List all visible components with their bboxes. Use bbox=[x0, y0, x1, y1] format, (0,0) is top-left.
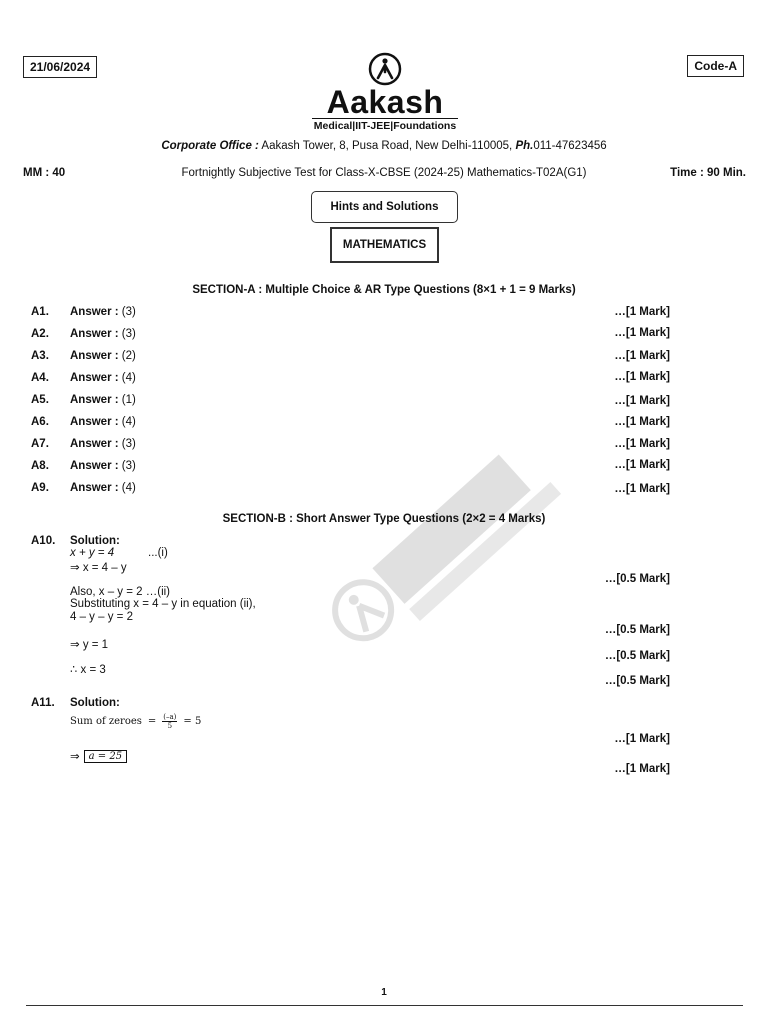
equation-line: 4 – y – y = 2 bbox=[70, 611, 133, 623]
equation-line: x + y = 4 bbox=[70, 547, 115, 559]
equation-line: Substituting x = 4 – y in equation (ii), bbox=[70, 598, 256, 610]
sum-of-zeroes-equation: Sum of zeroes = $\frac{(-a)}{5}$ = 5 bbox=[70, 713, 202, 730]
answer-line: Answer : (3) bbox=[70, 306, 136, 318]
mark-label: …[1 Mark] bbox=[614, 459, 670, 471]
equation-text: Sum of zeroes bbox=[70, 716, 142, 727]
page-number: 1 bbox=[381, 987, 387, 998]
aakash-logo bbox=[310, 52, 460, 132]
question-number: A7. bbox=[31, 438, 49, 450]
aakash-watermark bbox=[280, 430, 580, 670]
mark-label: …[1 Mark] bbox=[614, 371, 670, 383]
code-box: Code-A bbox=[687, 55, 744, 77]
section-b-title: SECTION-B : Short Answer Type Questions (2×2 = 4 Marks) bbox=[222, 513, 546, 525]
hints-and-solutions-box: Hints and Solutions bbox=[311, 191, 458, 223]
equation-line: ⇒ x = 4 – y bbox=[70, 562, 127, 574]
logo-wordmark: Aakash bbox=[326, 84, 444, 120]
logo-tagline: Medical|IIT-JEE|Foundations bbox=[313, 120, 457, 132]
mark-label: …[1 Mark] bbox=[614, 416, 670, 428]
question-number: A1. bbox=[31, 306, 49, 318]
corporate-label: Corporate Office : bbox=[161, 140, 259, 152]
mark-label: …[1 Mark] bbox=[614, 395, 670, 407]
mark-label: …[1 Mark] bbox=[614, 350, 670, 362]
answer-line: Answer : (2) bbox=[70, 350, 136, 362]
final-answer-line bbox=[70, 749, 127, 763]
answer-line: Answer : (3) bbox=[70, 328, 136, 340]
subject-box: MATHEMATICS bbox=[330, 227, 439, 263]
answer-line: Answer : (3) bbox=[70, 460, 136, 472]
question-number: A8. bbox=[31, 460, 49, 472]
mark-label: …[0.5 Mark] bbox=[604, 624, 670, 636]
corporate-address: Aakash Tower, 8, Pusa Road, New Delhi-110005, bbox=[258, 140, 516, 152]
question-number: A2. bbox=[31, 328, 49, 340]
mark-label: …[1 Mark] bbox=[614, 306, 670, 318]
answer-line: Answer : (1) bbox=[70, 394, 136, 406]
section-a-title: SECTION-A : Multiple Choice & AR Type Questions (8×1 + 1 = 9 Marks) bbox=[192, 284, 576, 296]
mark-label: …[1 Mark] bbox=[614, 327, 670, 339]
mark-label: …[1 Mark] bbox=[614, 483, 670, 495]
time-allowed: Time : 90 Min. bbox=[670, 167, 746, 179]
mark-label: …[1 Mark] bbox=[614, 763, 670, 775]
equation-line: ∴ x = 3 bbox=[70, 664, 106, 676]
solution-label: Solution: bbox=[70, 697, 120, 709]
equation-line: ⇒ y = 1 bbox=[70, 639, 109, 651]
boxed-answer: a = 25 bbox=[84, 750, 127, 763]
aakash-emblem-icon bbox=[366, 52, 404, 86]
phone-label: Ph. bbox=[515, 140, 534, 152]
fraction bbox=[162, 713, 177, 730]
answer-line: Answer : (4) bbox=[70, 372, 136, 384]
question-number: A4. bbox=[31, 372, 49, 384]
equation-tag: ...(i) bbox=[148, 547, 168, 559]
question-number: A3. bbox=[31, 350, 49, 362]
mark-label: …[0.5 Mark] bbox=[604, 573, 670, 585]
footer-divider bbox=[26, 1005, 743, 1006]
fraction-denominator: 5 bbox=[167, 722, 173, 730]
equation-result: = 5 bbox=[183, 716, 202, 727]
phone-number: 011-47623456 bbox=[533, 140, 607, 152]
solution-label: Solution: bbox=[70, 535, 120, 547]
test-title: Fortnightly Subjective Test for Class-X-CBSE (2024-25) Mathematics-T02A(G1) bbox=[181, 167, 587, 179]
question-number-a11: A11. bbox=[31, 697, 55, 709]
answer-line: Answer : (3) bbox=[70, 438, 136, 450]
mark-label: …[1 Mark] bbox=[614, 733, 670, 745]
mark-label: …[1 Mark] bbox=[614, 438, 670, 450]
mark-label: …[0.5 Mark] bbox=[604, 675, 670, 687]
question-number-a10: A10. bbox=[31, 535, 56, 547]
answer-line: Answer : (4) bbox=[70, 416, 136, 428]
answer-line: Answer : (4) bbox=[70, 482, 136, 494]
equation-line: Also, x – y = 2 …(ii) bbox=[70, 586, 171, 598]
mark-label: …[0.5 Mark] bbox=[604, 650, 670, 662]
max-marks: MM : 40 bbox=[23, 167, 66, 179]
implies-symbol: ⇒ bbox=[70, 751, 80, 763]
question-number: A6. bbox=[31, 416, 49, 428]
fraction-numerator: (–a) bbox=[163, 713, 177, 721]
question-number: A5. bbox=[31, 394, 49, 406]
question-number: A9. bbox=[31, 482, 49, 494]
corporate-office-line bbox=[0, 140, 768, 152]
date-box: 21/06/2024 bbox=[23, 56, 97, 78]
